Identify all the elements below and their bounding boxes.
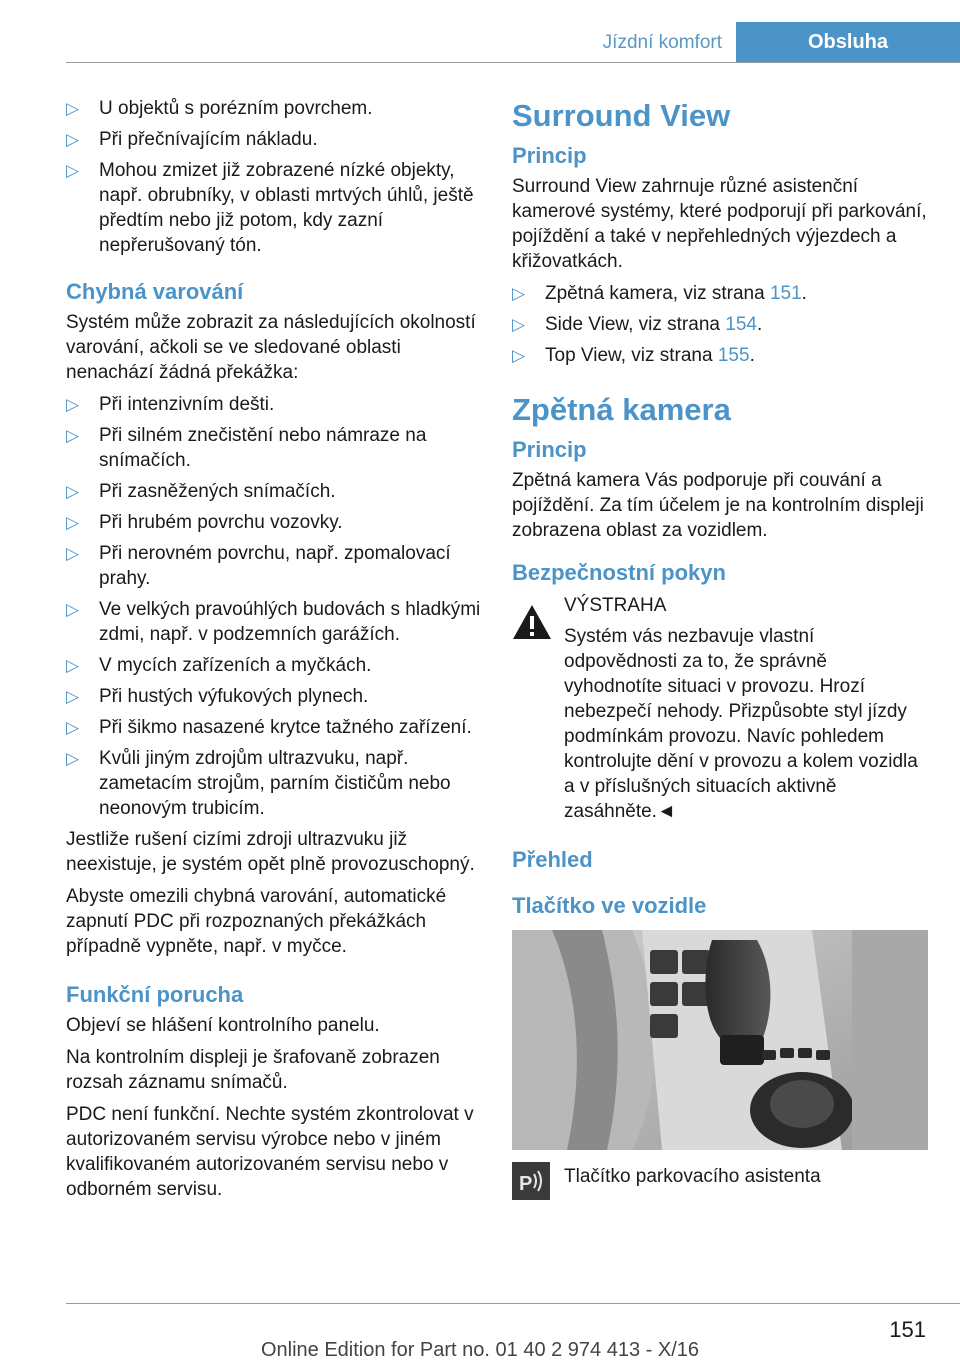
bullet-triangle-icon: ▷ bbox=[66, 395, 80, 414]
bullet-triangle-icon: ▷ bbox=[66, 544, 80, 563]
bullet-list-false-warnings bbox=[66, 392, 484, 821]
right-column bbox=[512, 96, 930, 1200]
warning-text-content: Systém vás nezbavuje vlastní odpovědnosti za to, že správně vyhodnotíte situaci v provozu. Hrozí nebezpečí nehody. Přizpůsobte styl jízdy podmínkám provozu. Navíc pohledem kontrolujte dění v provozu a kolem vozidla a v příslušných situacích aktivně zasáhněte. bbox=[564, 626, 918, 822]
svg-text:P: P bbox=[519, 1173, 533, 1195]
bullet-triangle-icon: ▷ bbox=[66, 687, 80, 706]
bullet-triangle-icon: ▷ bbox=[512, 315, 526, 334]
bullet-triangle-icon: ▷ bbox=[66, 482, 80, 501]
bullet-triangle-icon: ▷ bbox=[66, 718, 80, 737]
paragraph: Na kontrolním displeji je šrafovaně zobrazen rozsah záznamu snímačů. bbox=[66, 1047, 440, 1093]
page-link[interactable]: 151 bbox=[769, 283, 802, 304]
paragraph: Abyste omezili chybná varování, automatické zapnutí PDC při rozpoznaných překážkách případně vypněte, např. v myčce. bbox=[66, 886, 447, 957]
bullet-triangle-icon: ▷ bbox=[512, 346, 526, 365]
page-header bbox=[66, 22, 960, 63]
list-item bbox=[512, 343, 930, 368]
list-item bbox=[512, 281, 930, 306]
warning-label: VÝSTRAHA bbox=[564, 595, 667, 616]
list-item-text: Při přečnívajícím nákladu. bbox=[99, 129, 318, 150]
list-item bbox=[66, 127, 484, 152]
bullet-list-top bbox=[66, 96, 484, 258]
title-surround-view: Surround View bbox=[512, 98, 731, 133]
paragraph: Objeví se hlášení kontrolního panelu. bbox=[66, 1015, 380, 1036]
camera-intro: Zpětná kamera Vás podporuje při couvání a pojíždění. Za tím účelem je na kontrolním displeji zobrazena oblast za vozidlem. bbox=[512, 470, 924, 541]
list-item bbox=[66, 684, 484, 709]
list-item bbox=[512, 312, 930, 337]
list-item bbox=[66, 541, 484, 591]
list-item-text: Zpětná kamera, viz strana bbox=[545, 283, 770, 304]
list-item-end: . bbox=[749, 345, 755, 366]
list-item-text: Při nerovném povrchu, např. zpomalovací prahy. bbox=[99, 543, 451, 589]
list-item-end: . bbox=[801, 283, 807, 304]
list-item-text: U objektů s porézním povrchem. bbox=[99, 98, 373, 119]
list-item-text: Při hrubém povrchu vozovky. bbox=[99, 512, 343, 533]
list-item-text: Top View, viz strana bbox=[545, 345, 718, 366]
false-warnings-intro: Systém může zobrazit za následujících okolností varování, ačkoli se ve sledované oblasti nenachází žádná překážka: bbox=[66, 312, 476, 383]
list-item bbox=[66, 392, 484, 417]
list-item bbox=[66, 158, 484, 258]
bullet-triangle-icon: ▷ bbox=[66, 99, 80, 118]
list-item-text: Při zasněžených snímačích. bbox=[99, 481, 336, 502]
title-rear-camera: Zpětná kamera bbox=[512, 392, 731, 427]
console-illustration bbox=[512, 930, 928, 1150]
list-item bbox=[66, 597, 484, 647]
chapter-tab: Obsluha bbox=[736, 22, 960, 62]
list-item bbox=[66, 715, 484, 740]
list-item bbox=[66, 423, 484, 473]
heading-overview: Přehled bbox=[512, 847, 593, 872]
car-console-photo bbox=[512, 930, 928, 1150]
list-item bbox=[66, 746, 484, 821]
bullet-triangle-icon: ▷ bbox=[66, 656, 80, 675]
list-item bbox=[66, 479, 484, 504]
heading-false-warnings: Chybná varování bbox=[66, 279, 244, 304]
page-link[interactable]: 154 bbox=[725, 314, 757, 335]
bullet-triangle-icon: ▷ bbox=[66, 130, 80, 149]
list-item-text: Mohou zmizet již zobrazené nízké objekty, např. obrubníky, v oblasti mrtvých úhlů, ještě předtím nebo již potom, kdy zazní nepřerušovaný tón. bbox=[99, 160, 474, 256]
bullet-triangle-icon: ▷ bbox=[66, 513, 80, 532]
heading-button: Tlačítko ve vozidle bbox=[512, 893, 707, 918]
bullet-triangle-icon: ▷ bbox=[66, 161, 80, 180]
section-title: Jízdní komfort bbox=[602, 32, 722, 53]
list-item bbox=[66, 510, 484, 535]
paragraph: Jestliže rušení cizími zdroji ultrazvuku již neexistuje, je systém opět plně provozuschopný. bbox=[66, 829, 475, 875]
parking-assist-icon bbox=[512, 1162, 550, 1200]
list-item-text: Při silném znečistění nebo námraze na snímačích. bbox=[99, 425, 427, 471]
list-item-text: Side View, viz strana bbox=[545, 314, 726, 335]
subheading-principle: Princip bbox=[512, 437, 587, 462]
pdc-caption: Tlačítko parkovacího asistenta bbox=[564, 1166, 821, 1187]
left-column bbox=[66, 96, 484, 1209]
surround-intro: Surround View zahrnuje různé asistenční kamerové systémy, které podporují při parkování, pojíždění a také v nepřehledných výjezdech a křižovatkách. bbox=[512, 176, 927, 272]
bullet-triangle-icon: ▷ bbox=[66, 749, 80, 768]
list-item-end: . bbox=[756, 314, 763, 335]
warning-block bbox=[512, 593, 930, 824]
page-rule bbox=[66, 1303, 960, 1304]
warning-text bbox=[512, 624, 930, 824]
list-item-text: Při hustých výfukových plynech. bbox=[99, 686, 369, 707]
surround-list bbox=[512, 281, 930, 368]
footer: Online Edition for Part no. 01 40 2 974 413 - X/16 bbox=[260, 1339, 700, 1361]
bullet-triangle-icon: ▷ bbox=[512, 284, 526, 303]
end-mark: ◄ bbox=[656, 801, 676, 822]
list-item-text: Kvůli jiným zdrojům ultrazvuku, např. zametacím strojům, parním čističům nebo neonovým trubicím. bbox=[99, 748, 451, 819]
list-item-text: Při intenzivním dešti. bbox=[99, 394, 275, 415]
heading-malfunction: Funkční porucha bbox=[66, 982, 244, 1007]
heading-safety: Bezpečnostní pokyn bbox=[512, 560, 726, 585]
pdc-button-row bbox=[512, 1162, 930, 1200]
bullet-triangle-icon: ▷ bbox=[66, 426, 80, 445]
list-item bbox=[66, 96, 484, 121]
warning-triangle-icon bbox=[512, 603, 552, 641]
page-number: 151 bbox=[889, 1317, 926, 1342]
list-item-text: Ve velkých pravoúhlých budovách s hladkými zdmi, např. v podzemních garážích. bbox=[99, 599, 481, 645]
subheading-principle: Princip bbox=[512, 143, 587, 168]
list-item bbox=[66, 653, 484, 678]
paragraph: PDC není funkční. Nechte systém zkontrolovat v autorizovaném servisu výrobce nebo v jiném kvalifikovaném autorizovaném servisu nebo v odborném servisu. bbox=[66, 1104, 474, 1200]
page-link[interactable]: 155 bbox=[717, 345, 750, 366]
bullet-triangle-icon: ▷ bbox=[66, 600, 80, 619]
list-item-text: V mycích zařízeních a myčkách. bbox=[99, 655, 372, 676]
list-item-text: Při šikmo nasazené krytce tažného zařízení. bbox=[99, 717, 472, 738]
